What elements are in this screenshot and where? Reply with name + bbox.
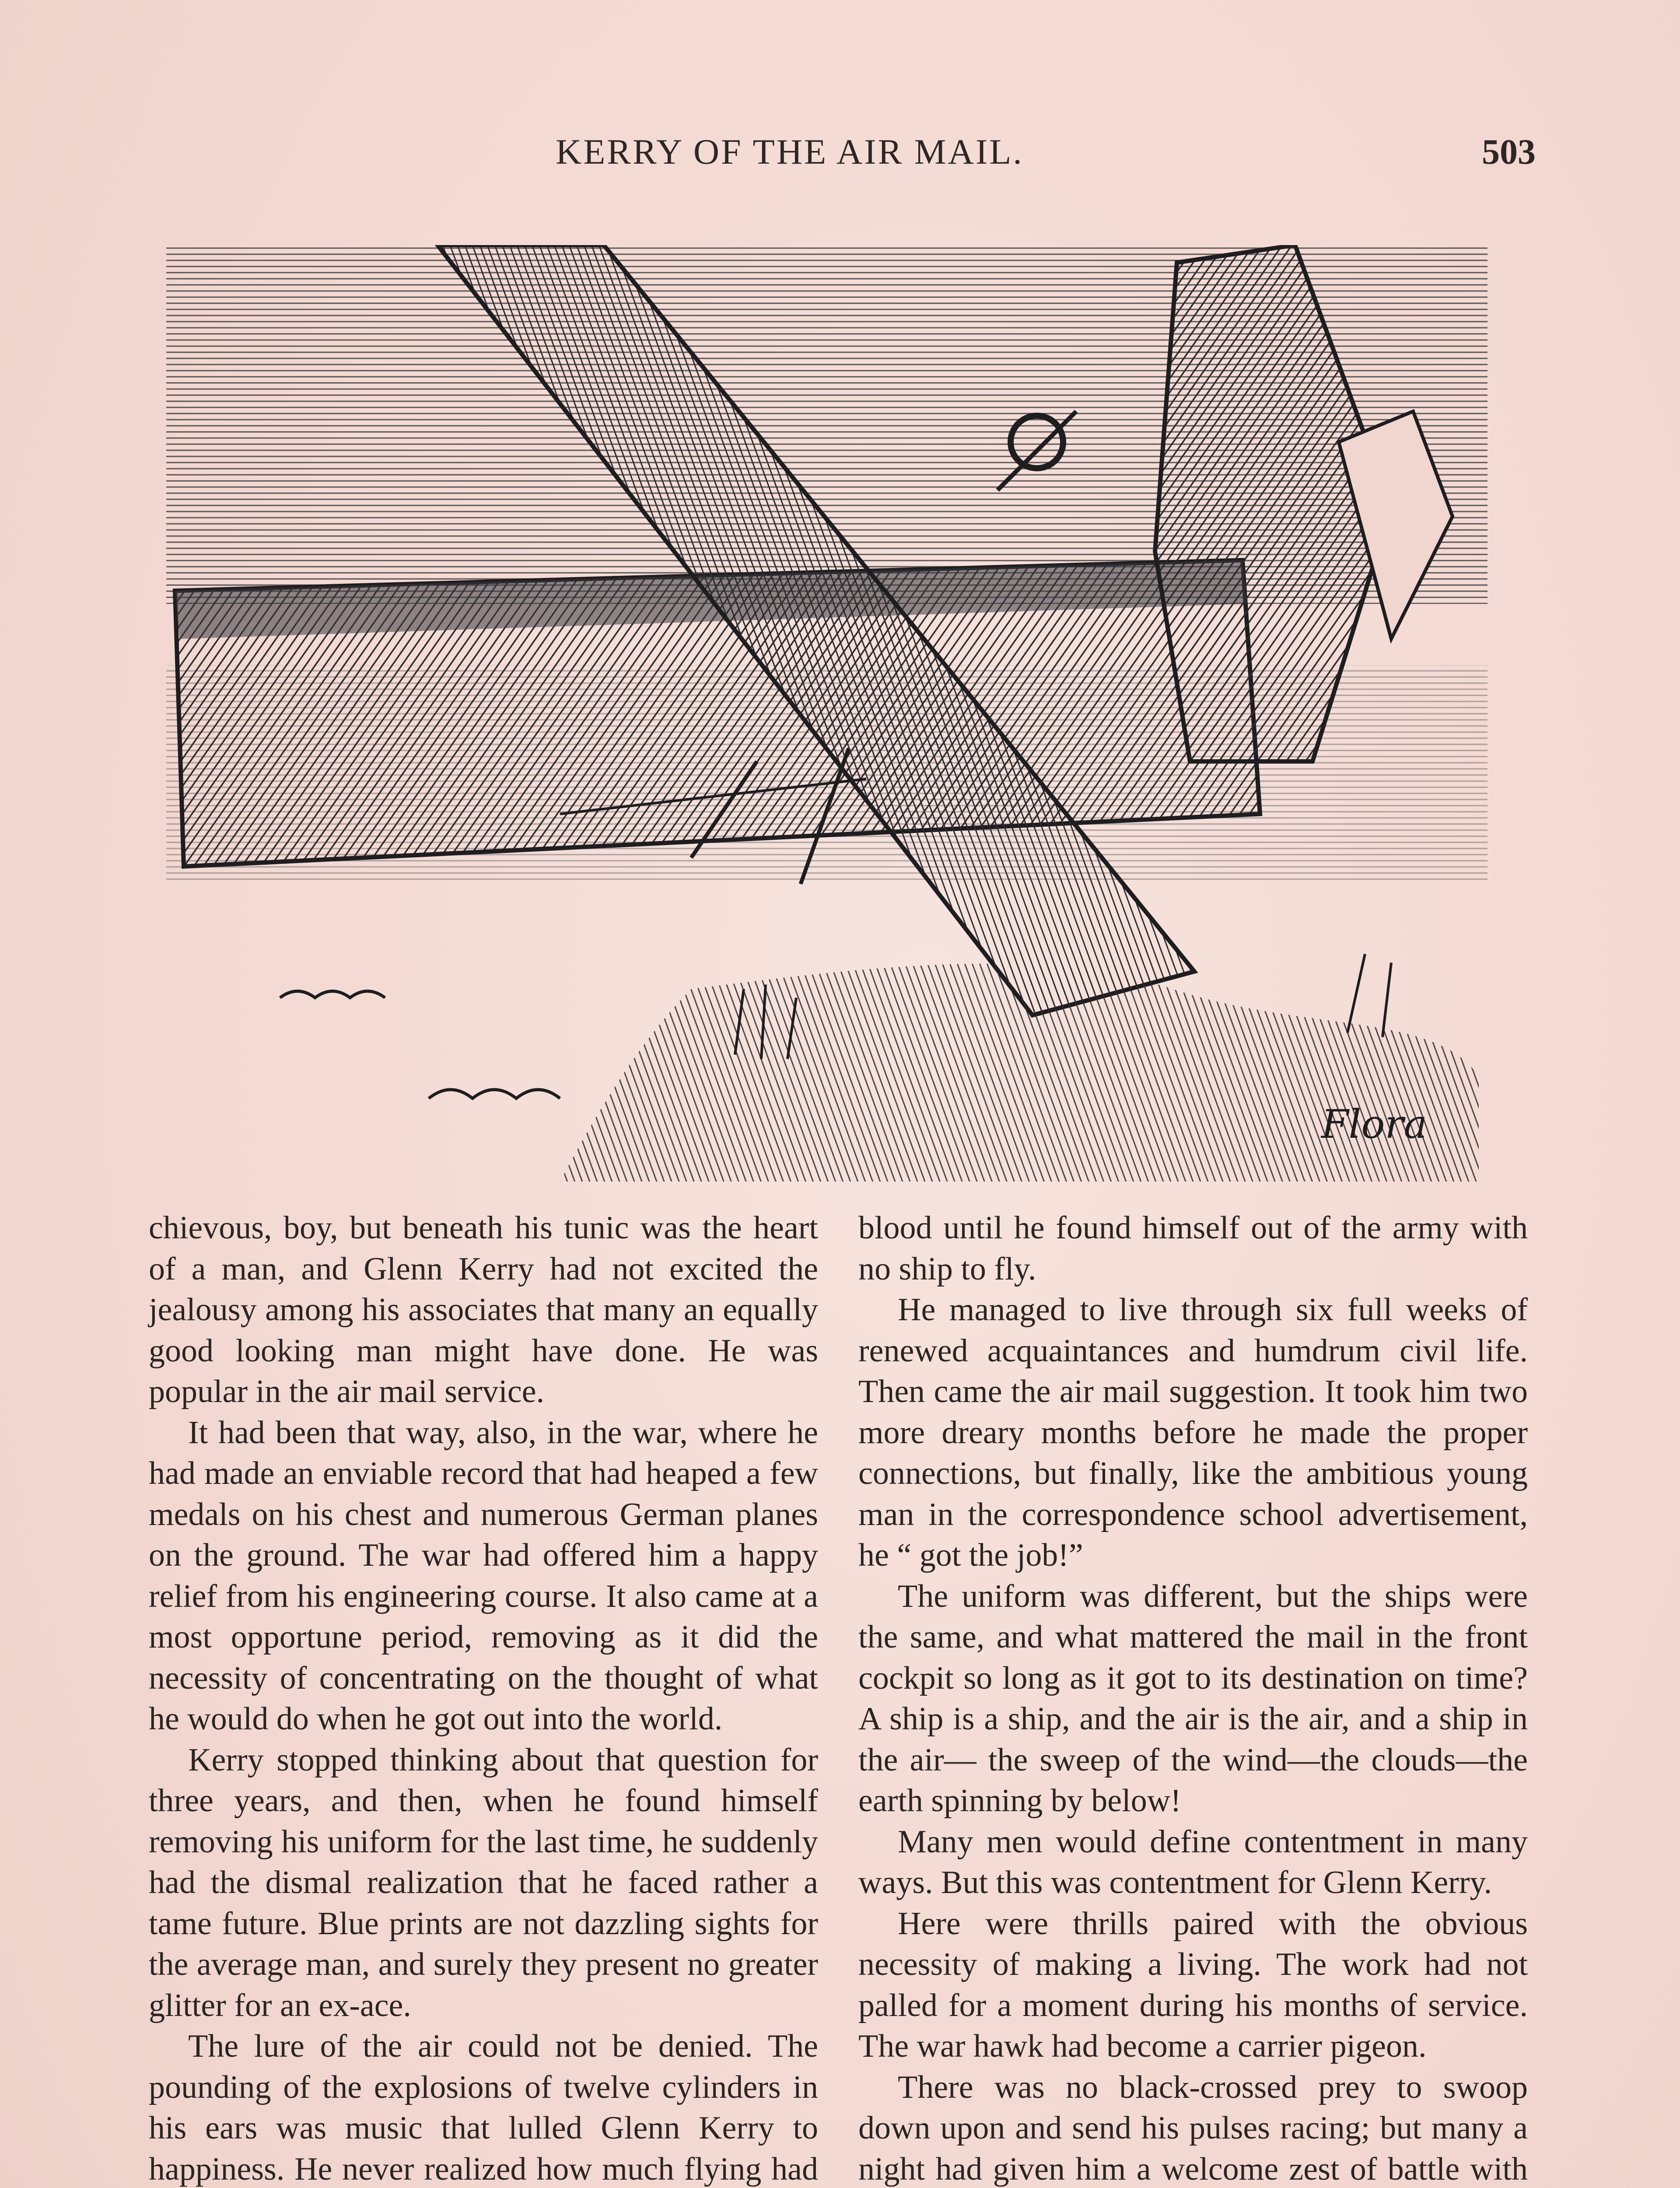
paragraph: The lure of the air could not be denied. The pounding of the explosions of twelve cylinders in his ears was music that lulled Glenn Kerry to happiness. He never realized how much flying had <box>149 2028 818 2187</box>
paragraph: Many men would define contentment in many ways. But this was contentment for Glenn Kerry. <box>858 1823 1528 1900</box>
illustration-signature: Flora <box>1321 1101 1428 1147</box>
paragraph: He managed to live through six full weeks of renewed acquaintances and humdrum civil life. Then came the air mail suggestion. It took him two more dreary months before he made the proper connections, but finally, like the ambitious young man in the correspondence school advertisement, he “ got the job!” <box>858 1292 1528 1573</box>
text-column-right <box>858 1208 1528 2188</box>
paragraph: There was no black-crossed prey to swoop down upon and send his pulses racing; but many a night had given him a welcome zest of battle with <box>858 2069 1528 2187</box>
text-column-left <box>149 1208 818 2188</box>
page-number: 503 <box>1482 132 1536 172</box>
illustration-crashed-biplane <box>166 245 1488 1182</box>
paragraph: chievous, boy, but beneath his tunic was the heart of a man, and Glenn Kerry had not excited the jealousy among his associates that many an equally good looking man might have done. He was popular in the air mail service. <box>149 1210 818 1410</box>
paragraph: blood until he found himself out of the army with no ship to fly. <box>858 1210 1528 1287</box>
paragraph: It had been that way, also, in the war, where he had made an enviable record that had heaped a few medals on his chest and numerous German planes on the ground. The war had offered him a happy relief from his engineering course. It also came at a most opportune period, removing as it did the necessity of concentrating on the thought of what he would do when he got out into the world. <box>149 1414 818 1737</box>
page-header <box>0 131 1680 179</box>
paragraph: The uniform was different, but the ships were the same, and what mattered the mail in the front cockpit so long as it got to its destination on time? A ship is a ship, and the air is the air, and a ship in the air— the sweep of the wind—the clouds—the earth spinning by below! <box>858 1578 1528 1819</box>
paragraph: Kerry stopped thinking about that question for three years, and then, when he found himself removing his uniform for the last time, he suddenly had the dismal realization that he faced rather a tame future. Blue prints are not dazzling sights for the average man, and surely they present no greater glitter for an ex-ace. <box>149 1742 818 2023</box>
running-title: KERRY OF THE AIR MAIL. <box>556 132 1024 172</box>
paragraph: Here were thrills paired with the obvious necessity of making a living. The work had not palled for a moment during his months of service. The war hawk had become a carrier pigeon. <box>858 1905 1528 2064</box>
illustration-drawing <box>166 245 1488 1182</box>
